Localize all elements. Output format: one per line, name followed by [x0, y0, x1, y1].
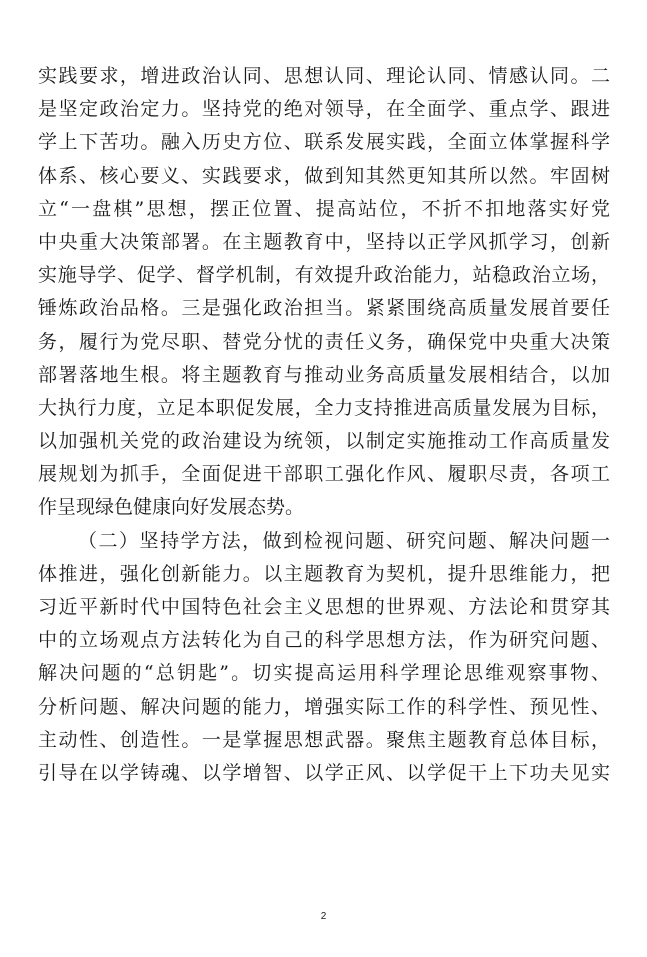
paragraph-end-line: 作呈现绿色健康向好发展态势。 [38, 496, 305, 519]
text-line: 实践要求，增进政治认同、思想认同、理论认同、情感认同。二 [38, 65, 610, 87]
text-line: 以加强机关党的政治建设为统领，以制定实施推动工作高质量发 [38, 430, 610, 453]
text-line: 中的立场观点方法转化为自己的科学思想方法，作为研究问题、 [38, 629, 610, 652]
text-line: 大执行力度，立足本职促发展，全力支持推进高质量发展为目标， [38, 396, 610, 419]
text-line: 体推进，强化创新能力。以主题教育为契机，提升思维能力，把 [38, 562, 610, 585]
body-text [38, 60, 610, 790]
text-line: 引导在以学铸魂、以学增智、以学正风、以学促干上下功夫见实 [38, 761, 610, 784]
text-line: 实施导学、促学、督学机制，有效提升政治能力，站稳政治立场， [38, 264, 610, 287]
text-line: 分析问题、解决问题的能力，增强实际工作的科学性、预见性、 [38, 695, 610, 718]
text-line: 学上下苦功。融入历史方位、联系发展实践，全面立体掌握科学 [38, 131, 610, 154]
text-line: 展规划为抓手，全面促进干部职工强化作风、履职尽责，各项工 [38, 463, 610, 486]
text-line: 中央重大决策部署。在主题教育中，坚持以正学风抓学习，创新 [38, 230, 610, 253]
text-line: 部署落地生根。将主题教育与推动业务高质量发展相结合，以加 [38, 363, 610, 386]
page-number: 2 [320, 911, 327, 922]
text-line: 立“一盘棋”思想，摆正位置、提高站位，不折不扣地落实好党 [38, 197, 610, 220]
text-line: 主动性、创造性。一是掌握思想武器。聚焦主题教育总体目标， [38, 728, 610, 751]
text-line: 是坚定政治定力。坚持党的绝对领导，在全面学、重点学、跟进 [38, 98, 610, 121]
text-line: 务，履行为党尽职、替党分忧的责任义务，确保党中央重大决策 [38, 330, 610, 353]
text-line: 锤炼政治品格。三是强化政治担当。紧紧围绕高质量发展首要任 [38, 297, 610, 320]
text-line: 解决问题的“总钥匙”。切实提高运用科学理论思维观察事物、 [38, 662, 610, 685]
section-heading-line: （二）坚持学方法，做到检视问题、研究问题、解决问题一 [78, 529, 610, 552]
text-line: 体系、核心要义、实践要求，做到知其然更知其所以然。牢固树 [38, 164, 610, 187]
text-line: 习近平新时代中国特色社会主义思想的世界观、方法论和贯穿其 [38, 596, 610, 618]
